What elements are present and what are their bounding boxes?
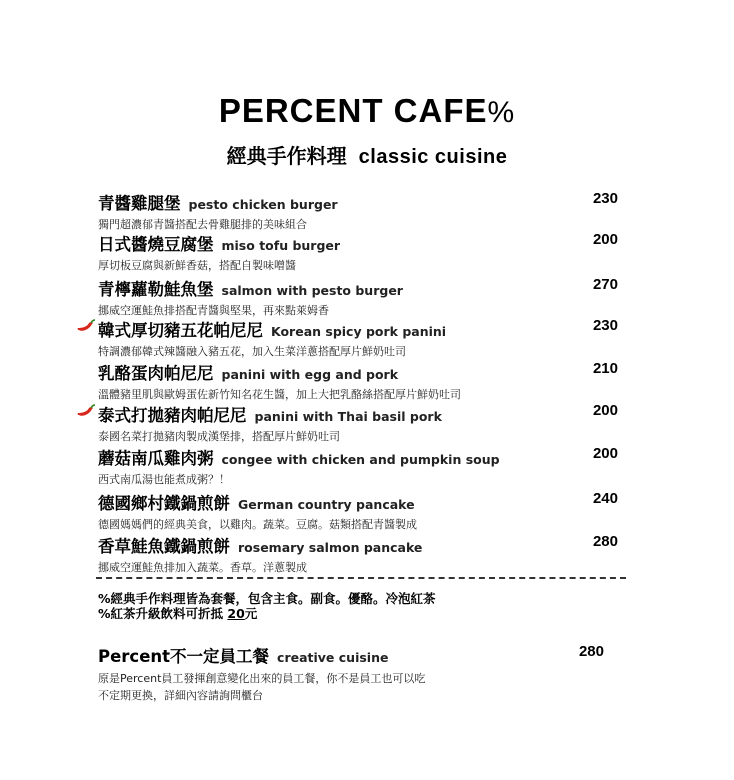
item-name-zh: 韓式厚切豬五花帕尼尼 — [98, 321, 263, 340]
item-name-zh: 德國鄉村鐵鍋煎餅 — [98, 494, 230, 513]
tea-upgrade-suffix: 元 — [244, 606, 258, 621]
item-description: 德國媽媽們的經典美食，以雞肉。蔬菜。豆腐。菇類搭配青醬製成 — [98, 518, 417, 531]
menu-item — [98, 402, 618, 444]
item-name-en: panini with egg and pork — [221, 367, 399, 382]
menu-item — [98, 490, 618, 532]
chili-pepper-icon — [76, 404, 96, 418]
item-price: 230 — [592, 190, 618, 207]
item-price: 210 — [592, 360, 618, 377]
item-description: 西式南瓜湯也能煮成粥？！ — [98, 473, 230, 486]
menu-subtitle — [0, 140, 734, 169]
item-description: 挪威空運鮭魚排搭配青醬與堅果，再來點萊姆香 — [98, 304, 329, 317]
item-name-en: German country pancake — [238, 497, 415, 512]
subtitle-en: classic cuisine — [358, 146, 508, 168]
special-name-en: creative cuisine — [277, 650, 389, 665]
item-description: 挪威空運鮭魚排加入蔬菜。香草。洋蔥製成 — [98, 561, 307, 574]
tea-upgrade-amount: 20 — [227, 606, 245, 621]
menu-item — [98, 533, 618, 575]
item-name-en: salmon with pesto burger — [221, 283, 403, 298]
item-name-zh: 泰式打拋豬肉帕尼尼 — [98, 406, 247, 425]
item-name-en: Korean spicy pork panini — [271, 324, 447, 339]
menu-item — [98, 445, 618, 487]
item-price: 200 — [592, 402, 618, 419]
item-name-zh: 青醬雞腿堡 — [98, 194, 181, 213]
special-price: 280 — [578, 643, 604, 660]
menu-item — [98, 231, 618, 273]
item-description: 溫體豬里肌與歐姆蛋佐新竹知名花生醬，加上大把乳酪絲搭配厚片鮮奶吐司 — [98, 388, 461, 401]
menu-item — [98, 190, 618, 232]
item-name-zh: 乳酪蛋肉帕尼尼 — [98, 364, 214, 383]
item-description: 厚切板豆腐與新鮮香菇，搭配自製味噌醬 — [98, 259, 296, 272]
item-description: 獨門超濃郁青醬搭配去骨雞腿排的美味組合 — [98, 218, 307, 231]
item-name-en: rosemary salmon pancake — [238, 540, 423, 555]
cafe-title — [0, 92, 734, 130]
item-name-en: miso tofu burger — [221, 238, 341, 253]
item-price: 240 — [592, 490, 618, 507]
dashed-divider — [96, 577, 626, 579]
item-name-zh: 日式醬燒豆腐堡 — [98, 235, 214, 254]
menu-item-special — [98, 643, 618, 703]
special-desc-line2: 不定期更換，詳細內容請詢問櫃台 — [98, 689, 263, 702]
item-name-en: panini with Thai basil pork — [254, 409, 442, 424]
item-name-en: congee with chicken and pumpkin soup — [221, 452, 500, 467]
chili-pepper-icon — [76, 319, 96, 333]
tea-upgrade-prefix: %紅茶升級飲料可折抵 — [98, 606, 224, 621]
item-name-zh: 青檸蘿勒鮭魚堡 — [98, 280, 214, 299]
item-name-zh: 蘑菇南瓜雞肉粥 — [98, 449, 214, 468]
menu-item — [98, 317, 618, 359]
set-meal-note: %經典手作料理皆為套餐，包含主食。副食。優酪。冷泡紅茶 — [98, 591, 436, 606]
cafe-title-text: PERCENT CAFE — [218, 92, 488, 129]
menu-item — [98, 276, 618, 318]
item-price: 270 — [592, 276, 618, 293]
item-price: 200 — [592, 445, 618, 462]
item-price: 280 — [592, 533, 618, 550]
tea-upgrade-note — [98, 604, 257, 622]
item-name-zh: 香草鮭魚鐵鍋煎餅 — [98, 537, 230, 556]
menu-item — [98, 360, 618, 402]
item-description: 泰國名菜打拋豬肉製成漢堡排，搭配厚片鮮奶吐司 — [98, 430, 340, 443]
special-name-zh: Percent不一定員工餐 — [98, 647, 270, 666]
item-price: 230 — [592, 317, 618, 334]
item-description: 特調濃郁韓式辣醬融入豬五花，加入生菜洋蔥搭配厚片鮮奶吐司 — [98, 345, 406, 358]
subtitle-zh: 經典手作料理 — [226, 144, 347, 168]
special-desc-line1: 原是Percent員工發揮創意變化出來的員工餐，你不是員工也可以吃 — [98, 672, 426, 685]
item-name-en: pesto chicken burger — [188, 197, 338, 212]
item-price: 200 — [592, 231, 618, 248]
percent-symbol: % — [487, 96, 516, 129]
